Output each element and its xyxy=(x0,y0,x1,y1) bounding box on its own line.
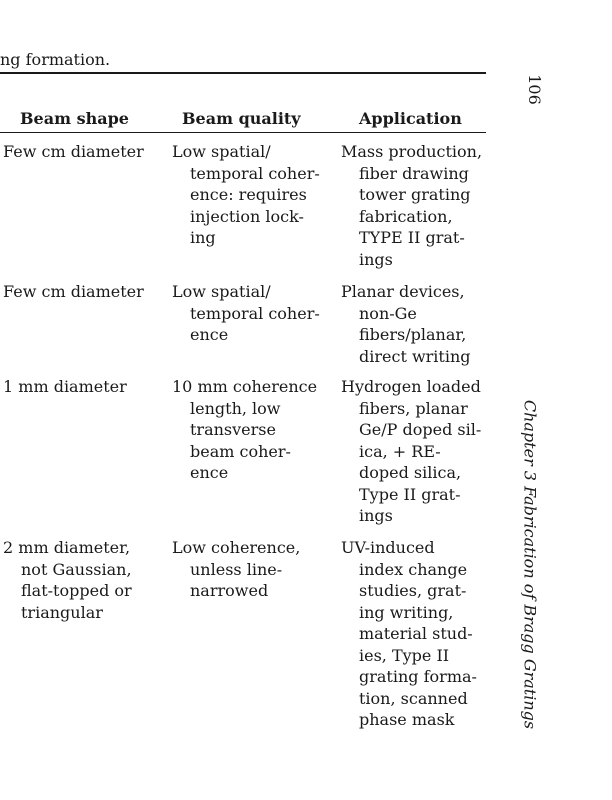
cell-line: fabrication, xyxy=(359,206,453,226)
cell-line: Few cm diameter xyxy=(3,142,144,161)
table-top-rule xyxy=(0,72,486,74)
cell-line: Low spatial/ xyxy=(172,282,271,301)
cell-line: Low coherence, xyxy=(172,538,301,557)
cell-line: TYPE II grat- xyxy=(359,228,465,247)
cell-line: non-Ge xyxy=(359,303,417,323)
cell-line: ings xyxy=(359,249,393,269)
cell-line: Hydrogen loaded xyxy=(341,377,481,396)
cell-line: tower grating xyxy=(359,185,471,204)
running-head-text: Chapter 3 Fabrication of Bragg Gratings xyxy=(520,399,540,730)
cell-line: tion, scanned xyxy=(359,688,468,708)
cell-line: injection lock- xyxy=(190,206,304,226)
cell-line: direct writing xyxy=(359,346,471,366)
cell-line: material stud- xyxy=(359,624,473,643)
cell-line: Type II grat- xyxy=(359,484,461,504)
cell-line: ence: requires xyxy=(190,185,307,204)
cell-beam-shape xyxy=(3,376,127,398)
cell-line: 1 mm diameter xyxy=(3,377,127,396)
cell-line: ies, Type II xyxy=(359,645,450,665)
cell-beam-quality xyxy=(172,281,320,346)
cell-application xyxy=(341,537,477,731)
cell-line: transverse xyxy=(190,420,276,439)
cell-line: temporal coher- xyxy=(190,163,320,183)
cell-line: Low spatial/ xyxy=(172,142,271,161)
cell-application xyxy=(341,376,481,527)
cell-line: 2 mm diameter, xyxy=(3,538,131,557)
header-beam-shape: Beam shape xyxy=(20,109,129,128)
cell-beam-quality xyxy=(172,141,320,249)
cell-application xyxy=(341,141,482,270)
cell-line: 10 mm coherence xyxy=(172,377,318,396)
cell-line: ing writing, xyxy=(359,602,454,622)
cell-line: ence xyxy=(190,463,229,482)
cell-beam-shape xyxy=(3,141,144,163)
cell-line: index change xyxy=(359,559,468,579)
cell-line: ence xyxy=(190,325,229,344)
cell-line: flat-topped or xyxy=(21,581,132,600)
cell-line: temporal coher- xyxy=(190,303,320,323)
cell-line: fibers/planar, xyxy=(359,325,467,344)
page-number: 106 xyxy=(524,74,544,105)
cell-line: ing xyxy=(190,228,216,247)
cell-line: phase mask xyxy=(359,710,455,729)
cell-line: beam coher- xyxy=(190,441,291,461)
cell-line: narrowed xyxy=(190,581,269,600)
cell-line: unless line- xyxy=(190,559,283,579)
cell-line: triangular xyxy=(21,602,103,622)
cell-line: UV-induced xyxy=(341,538,435,557)
cell-line: length, low xyxy=(190,398,281,418)
cell-line: Few cm diameter xyxy=(3,282,144,301)
cell-beam-quality xyxy=(172,537,300,602)
table-header-rule xyxy=(0,132,486,133)
cell-line: grating forma- xyxy=(359,667,477,686)
cell-beam-quality xyxy=(172,376,317,484)
header-application: Application xyxy=(359,109,462,128)
cell-beam-shape xyxy=(3,537,132,623)
cell-line: doped silica, xyxy=(359,463,462,482)
cell-beam-shape xyxy=(3,281,144,303)
header-beam-quality: Beam quality xyxy=(182,109,301,128)
cell-line: not Gaussian, xyxy=(21,559,132,579)
cell-line: fibers, planar xyxy=(359,398,468,418)
cell-line: ica, + RE- xyxy=(359,441,441,461)
cell-line: studies, grat- xyxy=(359,581,467,600)
cell-line: ings xyxy=(359,506,393,525)
cell-line: Mass production, xyxy=(341,142,483,161)
cell-application xyxy=(341,281,471,367)
cell-line: fiber drawing xyxy=(359,163,469,183)
table-caption-fragment: ng formation. xyxy=(0,50,111,69)
cell-line: Planar devices, xyxy=(341,282,465,301)
cell-line: Ge/P doped sil- xyxy=(359,420,482,439)
